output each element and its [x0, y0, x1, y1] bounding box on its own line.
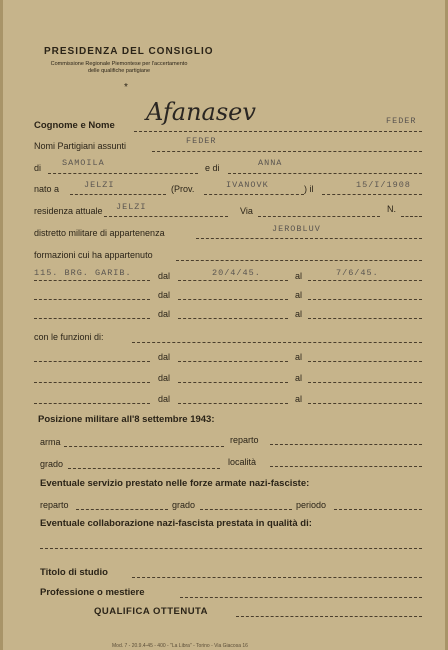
label-funz-al-3: al: [295, 394, 303, 404]
line-periodo: [334, 509, 422, 510]
header-subtitle-1: Commissione Regionale Piemontese per l'accertamento: [50, 61, 188, 67]
label-reparto: reparto: [230, 435, 259, 445]
label-di: di: [34, 163, 42, 173]
line-al-1: [308, 280, 422, 281]
line-dal-3: [178, 318, 288, 319]
value-luogo-nascita: JELZI: [84, 180, 115, 190]
line-funzione-2: [34, 382, 150, 383]
line-grado: [68, 468, 220, 469]
handwritten-surname: Afanasev: [146, 98, 256, 126]
label-al-3: al: [295, 309, 303, 319]
label-grado-2: grado: [172, 500, 196, 510]
label-funz-dal-2: dal: [158, 373, 171, 383]
line-funzione-3: [34, 403, 150, 404]
line-numero: [401, 216, 422, 217]
line-funz-dal-1: [178, 361, 288, 362]
label-residenza: residenza attuale: [34, 206, 103, 216]
line-via: [258, 216, 380, 217]
label-e-di: e di: [205, 163, 220, 173]
label-funzioni: con le funzioni di:: [34, 332, 104, 342]
line-distretto: [196, 238, 422, 239]
header-star: *: [124, 82, 128, 93]
label-n: N.: [387, 204, 396, 214]
line-padre: [48, 173, 198, 174]
label-titolo-studio: Titolo di studio: [40, 567, 108, 578]
line-arma: [64, 446, 224, 447]
header-subtitle-2: delle qualifiche partigiane: [87, 68, 151, 74]
value-distretto: JEROBLUV: [272, 224, 321, 234]
label-qualifica: QUALIFICA OTTENUTA: [94, 606, 209, 617]
label-reparto-2: reparto: [40, 500, 69, 510]
label-localita: località: [228, 457, 257, 467]
line-al-3: [308, 318, 422, 319]
line-localita: [270, 466, 422, 467]
label-servizio: Eventuale servizio prestato nelle forze armate nazi-fasciste:: [40, 478, 310, 489]
line-funz-dal-2: [178, 382, 288, 383]
label-periodo: periodo: [296, 500, 327, 510]
line-funzione-1: [34, 361, 150, 362]
label-posizione-militare: Posizione militare all'8 settembre 1943:: [38, 414, 215, 425]
label-funz-al-2: al: [295, 373, 303, 383]
value-madre: ANNA: [258, 158, 283, 168]
label-cognome-nome: Cognome e Nome: [34, 120, 115, 131]
line-dal-2: [178, 299, 288, 300]
value-nome-partigiano: FEDER: [186, 136, 217, 146]
label-funz-dal-3: dal: [158, 394, 171, 404]
label-grado: grado: [40, 459, 64, 469]
line-formazione-2: [34, 299, 150, 300]
line-formazioni: [176, 260, 422, 261]
line-nomi-partigiani: [152, 151, 422, 152]
label-dal-3: dal: [158, 309, 171, 319]
line-funz-dal-3: [178, 403, 288, 404]
label-collaborazione: Eventuale collaborazione nazi-fascista prestata in qualità di:: [40, 518, 312, 529]
label-prov: (Prov.: [171, 184, 195, 194]
line-residenza: [104, 216, 228, 217]
label-dal-2: dal: [158, 290, 171, 300]
value-dal: 20/4/45.: [212, 268, 261, 278]
label-nato-a: nato a: [34, 184, 60, 194]
line-collaborazione: [40, 548, 422, 549]
line-madre: [228, 173, 422, 174]
label-il: ) il: [304, 184, 314, 194]
value-padre: SAMOILA: [62, 158, 105, 168]
line-grado-2: [200, 509, 292, 510]
label-distretto: distretto militare di appartenenza: [34, 228, 165, 238]
line-titolo-studio: [132, 577, 422, 578]
line-al-2: [308, 299, 422, 300]
label-professione: Professione o mestiere: [40, 587, 145, 598]
paper-edge-left: [0, 0, 3, 650]
label-funz-al-1: al: [295, 352, 303, 362]
line-cognome-nome: [134, 131, 422, 132]
value-al: 7/6/45.: [336, 268, 379, 278]
label-via: Via: [240, 206, 253, 216]
line-qualifica: [236, 616, 422, 617]
label-dal-1: dal: [158, 271, 171, 281]
line-luogo-nascita: [70, 194, 166, 195]
line-formazione-3: [34, 318, 150, 319]
label-nomi-partigiani: Nomi Partigiani assunti: [34, 141, 127, 151]
line-professione: [180, 597, 422, 598]
line-funz-al-1: [308, 361, 422, 362]
value-data-nascita: 15/I/1908: [356, 180, 411, 190]
line-provincia: [204, 194, 304, 195]
label-al-2: al: [295, 290, 303, 300]
header-title: PRESIDENZA DEL CONSIGLIO: [44, 46, 214, 57]
line-funz-al-2: [308, 382, 422, 383]
line-dal-1: [178, 280, 288, 281]
value-formazione: 115. BRG. GARIB.: [34, 268, 132, 278]
line-data-nascita: [322, 194, 422, 195]
line-funzioni: [132, 342, 422, 343]
line-funz-al-3: [308, 403, 422, 404]
line-reparto-2: [76, 509, 168, 510]
label-formazioni: formazioni cui ha appartenuto: [34, 250, 153, 260]
label-funz-dal-1: dal: [158, 352, 171, 362]
printer-footer: Mod. 7 - 20.9.4-45 - 400 - "La Libra" - Torino - Via Giacosa 16: [112, 643, 248, 649]
value-residenza: JELZI: [116, 202, 147, 212]
line-formazione-1: [34, 280, 150, 281]
label-arma: arma: [40, 437, 61, 447]
label-al-1: al: [295, 271, 303, 281]
typed-name: FEDER: [386, 116, 417, 126]
value-provincia: IVANOVK: [226, 180, 269, 190]
line-reparto: [270, 444, 422, 445]
